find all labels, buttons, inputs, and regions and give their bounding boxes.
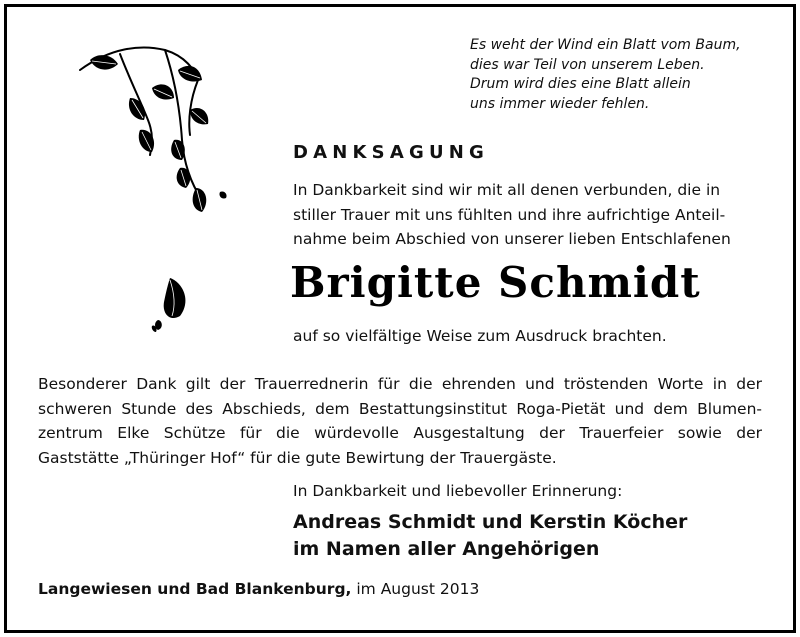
closing-text: In Dankbarkeit und liebevoller Erinnerung: bbox=[293, 482, 623, 500]
body-line: zentrum Elke Schütze für die würdevolle Ausgestaltung der Trauerfeier sowie der bbox=[38, 424, 762, 442]
place-date bbox=[38, 580, 479, 598]
body-paragraph bbox=[38, 372, 762, 470]
intro-paragraph bbox=[293, 178, 773, 252]
signers-names: Andreas Schmidt und Kerstin Köcher bbox=[293, 511, 688, 533]
intro-line: In Dankbarkeit sind wir mit all denen verbunden, die in bbox=[293, 181, 721, 199]
body-line: schweren Stunde des Abschieds, dem Bestattungsinstitut Roga-Pietät und dem Blumen- bbox=[38, 399, 762, 418]
after-name-text: auf so vielfältige Weise zum Ausdruck brachten. bbox=[293, 327, 667, 345]
poem-line: uns immer wieder fehlen. bbox=[470, 95, 650, 112]
page-title: DANKSAGUNG bbox=[293, 142, 490, 163]
falling-leaf-icon bbox=[140, 270, 200, 350]
signers bbox=[293, 509, 687, 563]
place-date-text: im August 2013 bbox=[356, 580, 480, 598]
intro-line: nahme beim Abschied von unserer lieben Entschlafenen bbox=[293, 230, 731, 248]
poem-line: dies war Teil von unserem Leben. bbox=[470, 56, 705, 73]
poem bbox=[470, 36, 790, 114]
poem-line: Drum wird dies eine Blatt allein bbox=[470, 76, 691, 92]
poem-line: Es weht der Wind ein Blatt vom Baum, bbox=[470, 37, 741, 53]
deceased-name: Brigitte Schmidt bbox=[290, 258, 701, 307]
signers-relation: im Namen aller Angehörigen bbox=[293, 538, 600, 560]
body-line: Gaststätte „Thüringer Hof“ für die gute Bewirtung der Trauergäste. bbox=[38, 448, 557, 467]
place-location: Langewiesen und Bad Blankenburg, bbox=[38, 580, 352, 598]
leaf-branch-icon bbox=[70, 40, 250, 230]
intro-line: stiller Trauer mit uns fühlten und ihre aufrichtige Anteil- bbox=[293, 205, 726, 224]
body-line: Besonderer Dank gilt der Trauerrednerin für die ehrenden und tröstenden Worte in der bbox=[38, 375, 762, 393]
